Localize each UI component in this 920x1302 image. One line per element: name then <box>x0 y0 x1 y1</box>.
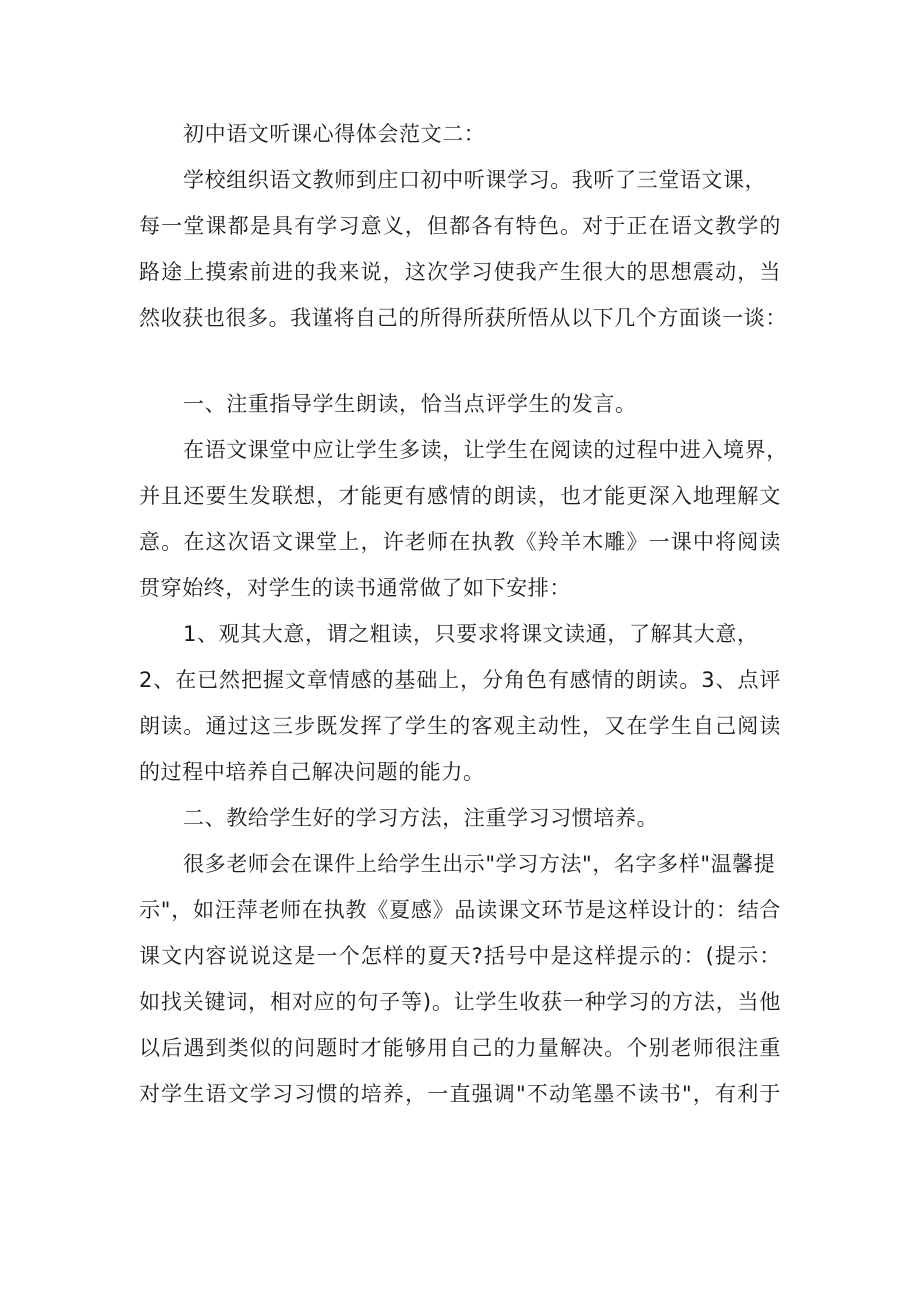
section1-para2-line-4: 的过程中培养自己解决问题的能力。 <box>139 760 485 784</box>
intro-line-4: 然收获也很多。我谨将自己的所得所获所悟从以下几个方面谈一谈： <box>139 306 787 330</box>
section2-para1-line-2: 示"，如汪萍老师在执教《夏感》品读课文环节是这样设计的：结合 <box>139 898 781 922</box>
section1-para2-line-2: 2、在已然把握文章情感的基础上，分角色有感情的朗读。3、点评 <box>139 668 781 692</box>
document-title: 初中语文听课心得体会范文二： <box>183 122 486 146</box>
section2-para1-line-5: 以后遇到类似的问题时才能够用自己的力量解决。个别老师很注重 <box>139 1036 781 1060</box>
section2-para1-line-4: 如找关键词，相对应的句子等)。让学生收获一种学习的方法，当他 <box>139 990 781 1014</box>
section1-heading: 一、注重指导学生朗读，恰当点评学生的发言。 <box>183 392 637 416</box>
intro-line-3: 路途上摸索前进的我来说，这次学习使我产生很大的思想震动，当 <box>139 260 781 284</box>
section1-para2-line-1: 1、观其大意，谓之粗读，只要求将课文读通，了解其大意， <box>183 622 759 646</box>
section1-para2-line-3: 朗读。通过这三步既发挥了学生的客观主动性，又在学生自己阅读 <box>139 714 781 738</box>
section1-para1-line-2: 并且还要生发联想，才能更有感情的朗读，也才能更深入地理解文 <box>139 484 781 508</box>
section2-para1-line-3: 课文内容说说这是一个怎样的夏天?括号中是这样提示的：(提示： <box>139 944 781 968</box>
section1-para1-line-1: 在语文课堂中应让学生多读，让学生在阅读的过程中进入境界， <box>183 438 788 462</box>
intro-line-1: 学校组织语文教师到庄口初中听课学习。我听了三堂语文课， <box>183 168 767 192</box>
paragraph-gap <box>139 341 781 381</box>
section1-para1-line-3: 意。在这次语文课堂上，许老师在执教《羚羊木雕》一课中将阅读 <box>139 530 781 554</box>
section1-para1-line-4: 贯穿始终，对学生的读书通常做了如下安排： <box>139 576 571 600</box>
section2-heading: 二、教给学生好的学习方法，注重学习习惯培养。 <box>183 806 659 830</box>
intro-line-2: 每一堂课都是具有学习意义，但都各有特色。对于正在语文教学的 <box>139 214 781 238</box>
section2-para1-line-1: 很多老师会在课件上给学生出示"学习方法"，名字多样"温馨提 <box>183 852 776 876</box>
section2-para1-line-6: 对学生语文学习习惯的培养，一直强调"不动笔墨不读书"，有利于 <box>139 1082 781 1106</box>
document-body <box>139 111 788 1117</box>
